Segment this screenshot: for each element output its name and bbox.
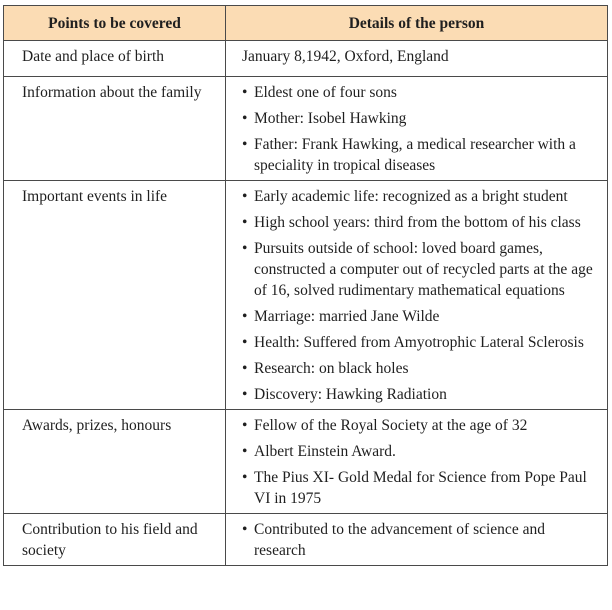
list-item (242, 212, 599, 233)
bullet-icon: • (242, 469, 248, 486)
row-details-family (226, 77, 608, 181)
bullet-icon: • (242, 360, 248, 377)
list-item (242, 441, 599, 462)
row-details-events (226, 181, 608, 410)
header-row (4, 6, 608, 41)
bullet-icon: • (242, 386, 248, 403)
bullet-icon: • (242, 84, 248, 101)
list-item-text: Father: Frank Hawking, a medical researcher with a speciality in tropical diseases (254, 136, 576, 174)
detail-text: January 8,1942, Oxford, England (242, 48, 449, 65)
bullet-icon: • (242, 188, 248, 205)
row-topic-contribution: Contribution to his field and society (4, 514, 226, 566)
list-item (242, 134, 599, 176)
biography-table (3, 5, 608, 566)
row-topic-events: Important events in life (4, 181, 226, 410)
list-item-text: High school years: third from the bottom of his class (254, 214, 581, 231)
list-item-text: Marriage: married Jane Wilde (254, 308, 440, 325)
row-topic-birth: Date and place of birth (4, 41, 226, 77)
row-details-birth (226, 41, 608, 77)
bullet-icon: • (242, 136, 248, 153)
list-item-text: Contributed to the advancement of science and research (254, 521, 545, 559)
bullet-icon: • (242, 521, 248, 538)
header-details: Details of the person (226, 6, 608, 41)
bullet-icon: • (242, 417, 248, 434)
list-item (242, 238, 599, 301)
blank-patch (444, 95, 580, 121)
list-item-text: Research: on black holes (254, 360, 409, 377)
list-item-text: Discovery: Hawking Radiation (254, 386, 447, 403)
list-item (242, 467, 599, 509)
table-row (4, 410, 608, 514)
table-row (4, 514, 608, 566)
list-item-text: Albert Einstein Award. (254, 443, 396, 460)
bullet-icon: • (242, 334, 248, 351)
table-row (4, 77, 608, 181)
table-row (4, 41, 608, 77)
row-details-awards (226, 410, 608, 514)
list-item-text: Early academic life: recognized as a bright student (254, 188, 568, 205)
list-item-text: Eldest one of four sons (254, 84, 397, 101)
bullet-icon: • (242, 110, 248, 127)
list-item (242, 186, 599, 207)
row-topic-family: Information about the family (4, 77, 226, 181)
header-points: Points to be covered (4, 6, 226, 41)
list-item-text: Pursuits outside of school: loved board games, constructed a computer out of recycled parts at the age of 16, solved rudimentary mathematical equations (254, 240, 593, 299)
list-item-text: Mother: Isobel Hawking (254, 110, 407, 127)
list-item-text: Health: Suffered from Amyotrophic Lateral Sclerosis (254, 334, 584, 351)
bullet-icon: • (242, 443, 248, 460)
list-item (242, 415, 599, 436)
row-topic-awards: Awards, prizes, honours (4, 410, 226, 514)
table-row (4, 181, 608, 410)
bullet-icon: • (242, 214, 248, 231)
list-item (242, 384, 599, 405)
row-details-contribution (226, 514, 608, 566)
list-item (242, 306, 599, 327)
bullet-icon: • (242, 240, 248, 257)
list-item (242, 332, 599, 353)
list-item (242, 519, 599, 561)
bullet-icon: • (242, 308, 248, 325)
list-item-text: Fellow of the Royal Society at the age of 32 (254, 417, 528, 434)
list-item (242, 358, 599, 379)
list-item-text: The Pius XI- Gold Medal for Science from Pope Paul VI in 1975 (254, 469, 587, 507)
